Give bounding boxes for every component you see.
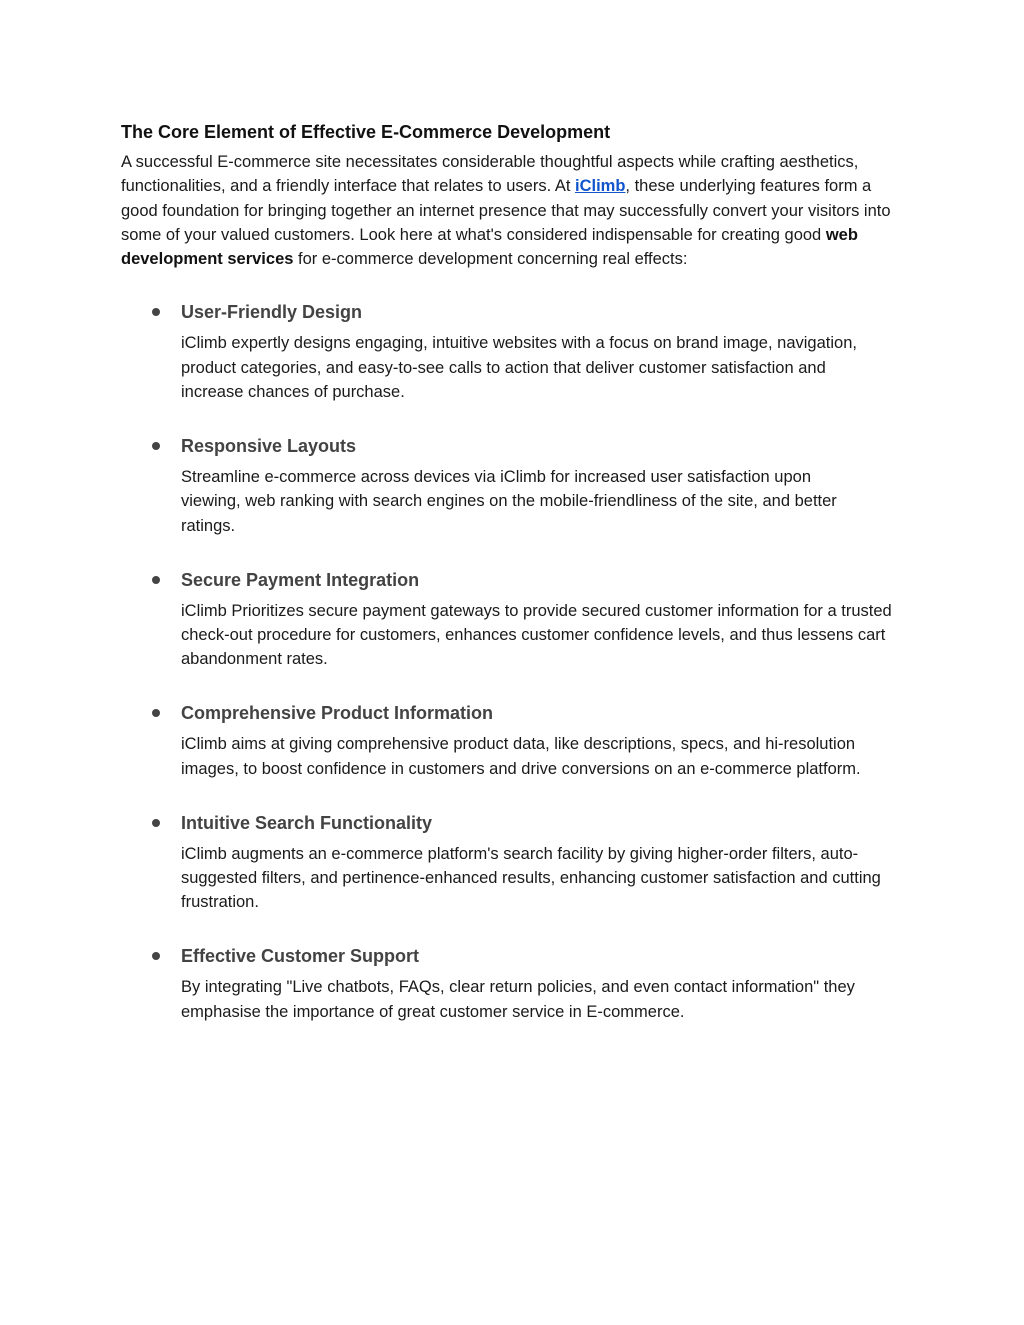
intro-text-1: A successful E-commerce site necessitates considerable thoughtful aspects while crafting aesthetics, functionalities, and a friendly interface that relates to users. At bbox=[121, 153, 859, 196]
document-title: The Core Element of Effective E-Commerce Development bbox=[121, 122, 611, 142]
intro-bold-text: web development services bbox=[121, 225, 858, 269]
list-item bbox=[121, 809, 911, 915]
list-item bbox=[121, 432, 911, 538]
item-heading: Intuitive Search Functionality bbox=[181, 812, 433, 833]
bullet-icon bbox=[152, 442, 160, 450]
list-item bbox=[121, 566, 911, 672]
bullet-icon bbox=[152, 709, 160, 717]
item-heading: Secure Payment Integration bbox=[181, 569, 420, 590]
item-text: iClimb augments an e-commerce platform's search facility by giving higher-order filters, auto-suggested filters, and pertinence-enhanced results, enhancing customer satisfaction and cutting frustration. bbox=[181, 844, 881, 912]
document-page bbox=[121, 118, 911, 1052]
item-heading: Comprehensive Product Information bbox=[181, 703, 494, 724]
item-text: iClimb expertly designs engaging, intuitive websites with a focus on brand image, navigation, product categories, and easy-to-see calls to action that deliver customer satisfaction and increase chances of purchase. bbox=[181, 334, 857, 401]
item-heading: Responsive Layouts bbox=[181, 436, 357, 457]
item-text: iClimb Prioritizes secure payment gateways to provide secured customer information for a trusted check-out procedure for customers, enhances customer confidence levels, and thus lessens cart abandonment rates. bbox=[181, 601, 892, 669]
intro-text-2: , these underlying features form a good foundation for bringing together an internet presence that may successfully convert your visitors into some of your valued customers. Look here at what's considered indispensable for creating good bbox=[121, 177, 891, 244]
item-text: iClimb aims at giving comprehensive product data, like descriptions, specs, and hi-resolution images, to boost confidence in customers and drive conversions on an e-commerce platform. bbox=[181, 735, 861, 778]
list-item bbox=[121, 942, 911, 1023]
item-heading: Effective Customer Support bbox=[181, 946, 420, 967]
intro-paragraph bbox=[121, 150, 911, 271]
bullet-icon bbox=[152, 952, 160, 960]
feature-list bbox=[121, 298, 911, 1023]
item-text: Streamline e-commerce across devices via iClimb for increased user satisfaction upon viewing, web ranking with search engines on the mobile-friendliness of the site, and better ratings. bbox=[181, 468, 837, 535]
bullet-icon bbox=[152, 308, 160, 316]
bullet-icon bbox=[152, 576, 160, 584]
iclimb-link[interactable]: iClimb bbox=[575, 177, 626, 196]
bullet-icon bbox=[152, 819, 160, 827]
intro-text-3: for e-commerce development concerning real effects: bbox=[293, 250, 688, 269]
list-item bbox=[121, 298, 911, 404]
list-item bbox=[121, 699, 911, 780]
item-text: By integrating "Live chatbots, FAQs, clear return policies, and even contact information" they emphasise the importance of great customer service in E-commerce. bbox=[181, 978, 855, 1021]
item-heading: User-Friendly Design bbox=[181, 302, 363, 323]
